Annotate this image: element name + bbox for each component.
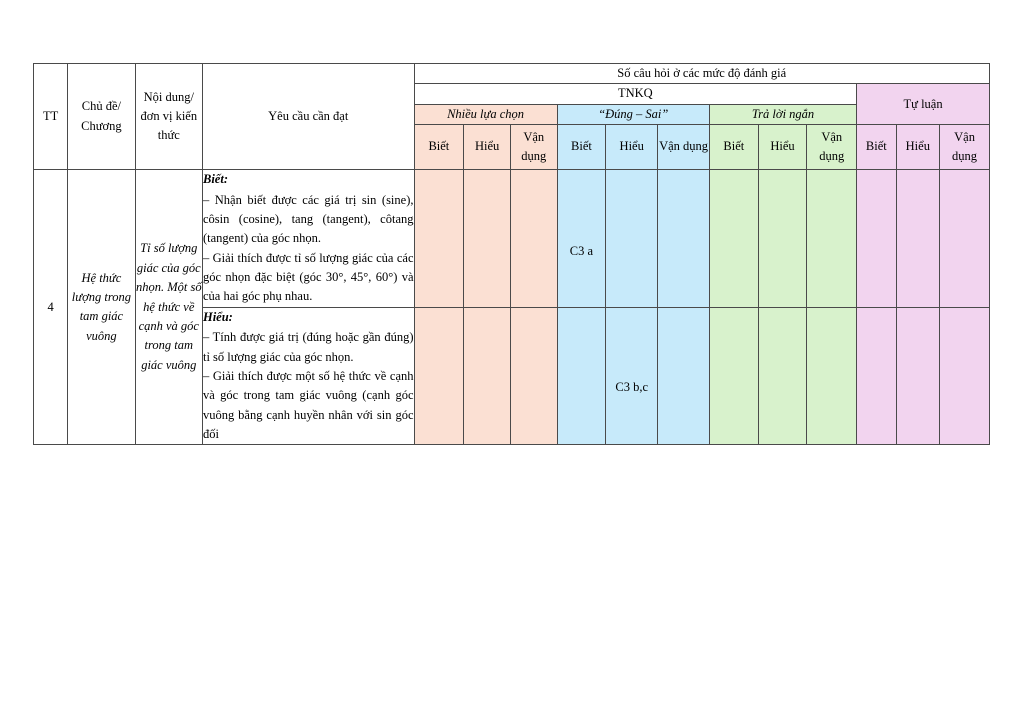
cell-es-biet bbox=[857, 307, 896, 445]
requirement-paragraph: – Nhận biết được các giá trị sin (sine), côsin (cosine), tang (tangent), côtang (tangent) của góc nhọn. bbox=[202, 192, 414, 246]
header-group-true-false: “Đúng – Sai” bbox=[557, 104, 709, 124]
cell-mc-hieu bbox=[464, 170, 511, 308]
cell-requirement-biet bbox=[202, 170, 414, 308]
cell-es-biet bbox=[857, 170, 896, 308]
cell-sa-vandung bbox=[807, 170, 857, 308]
header-tf-biet: Biết bbox=[557, 125, 606, 170]
header-assessment-levels: Số câu hỏi ở các mức độ đánh giá bbox=[414, 64, 990, 84]
cell-topic: Hệ thức lượng trong tam giác vuông bbox=[68, 170, 135, 445]
requirement-lead-hieu: Hiểu: bbox=[202, 309, 233, 324]
cell-sa-hieu bbox=[758, 170, 807, 308]
header-es-hieu: Hiểu bbox=[896, 125, 940, 170]
assessment-matrix-table bbox=[33, 63, 990, 445]
header-tt: TT bbox=[34, 64, 68, 170]
cell-es-vandung bbox=[940, 307, 990, 445]
header-tf-hieu: Hiểu bbox=[606, 125, 658, 170]
header-es-vandung: Vận dụng bbox=[940, 125, 990, 170]
assessment-matrix-table-container bbox=[33, 63, 990, 445]
table-header bbox=[34, 64, 990, 170]
header-sa-hieu: Hiểu bbox=[758, 125, 807, 170]
cell-es-hieu bbox=[896, 170, 940, 308]
header-es-biet: Biết bbox=[857, 125, 896, 170]
header-sa-vandung: Vận dụng bbox=[807, 125, 857, 170]
header-unit: Nội dung/ đơn vị kiến thức bbox=[135, 64, 202, 170]
cell-tf-biet bbox=[557, 307, 606, 445]
header-row-assessment bbox=[34, 64, 990, 84]
cell-tf-biet: C3 a bbox=[557, 170, 606, 308]
cell-sa-hieu bbox=[758, 307, 807, 445]
table-body bbox=[34, 170, 990, 445]
cell-tf-vandung bbox=[658, 170, 710, 308]
requirement-paragraph: – Giải thích được tỉ số lượng giác của các góc nhọn đặc biệt (góc 30°, 45°, 60°) và của hai góc phụ nhau. bbox=[202, 250, 414, 304]
cell-mc-vandung bbox=[510, 307, 557, 445]
requirement-paragraph: – Giải thích được một số hệ thức về cạnh và góc trong tam giác vuông (cạnh góc vuông bằng cạnh huyền nhân với sin góc đối bbox=[202, 368, 414, 441]
header-mc-hieu: Hiểu bbox=[464, 125, 511, 170]
header-group-short-answer: Trả lời ngắn bbox=[709, 104, 856, 124]
header-tuluan: Tự luận bbox=[857, 84, 990, 125]
header-sa-biet: Biết bbox=[709, 125, 758, 170]
cell-sa-biet bbox=[709, 307, 758, 445]
header-topic: Chủ đề/ Chương bbox=[68, 64, 135, 170]
cell-mc-biet bbox=[414, 307, 464, 445]
table-row bbox=[34, 170, 990, 308]
header-requirement: Yêu cầu cần đạt bbox=[202, 64, 414, 170]
cell-es-hieu bbox=[896, 307, 940, 445]
cell-sa-biet bbox=[709, 170, 758, 308]
cell-tt: 4 bbox=[34, 170, 68, 445]
header-mc-vandung: Vận dụng bbox=[510, 125, 557, 170]
header-group-multiple-choice: Nhiều lựa chọn bbox=[414, 104, 557, 124]
cell-mc-hieu bbox=[464, 307, 511, 445]
cell-unit: Tỉ số lượng giác của góc nhọn. Một số hệ thức về cạnh và góc trong tam giác vuông bbox=[135, 170, 202, 445]
cell-requirement-hieu bbox=[202, 307, 414, 445]
header-tf-vandung: Vận dụng bbox=[658, 125, 710, 170]
requirement-lead-biet: Biết: bbox=[202, 172, 228, 187]
cell-es-vandung bbox=[940, 170, 990, 308]
requirement-paragraph: – Tính được giá trị (đúng hoặc gần đúng) tỉ số lượng giác của góc nhọn. bbox=[202, 330, 414, 364]
cell-tf-hieu: C3 b,c bbox=[606, 307, 658, 445]
cell-tf-vandung bbox=[658, 307, 710, 445]
cell-tf-hieu bbox=[606, 170, 658, 308]
cell-mc-vandung bbox=[510, 170, 557, 308]
header-mc-biet: Biết bbox=[414, 125, 464, 170]
cell-mc-biet bbox=[414, 170, 464, 308]
header-tnkq: TNKQ bbox=[414, 84, 857, 104]
cell-sa-vandung bbox=[807, 307, 857, 445]
